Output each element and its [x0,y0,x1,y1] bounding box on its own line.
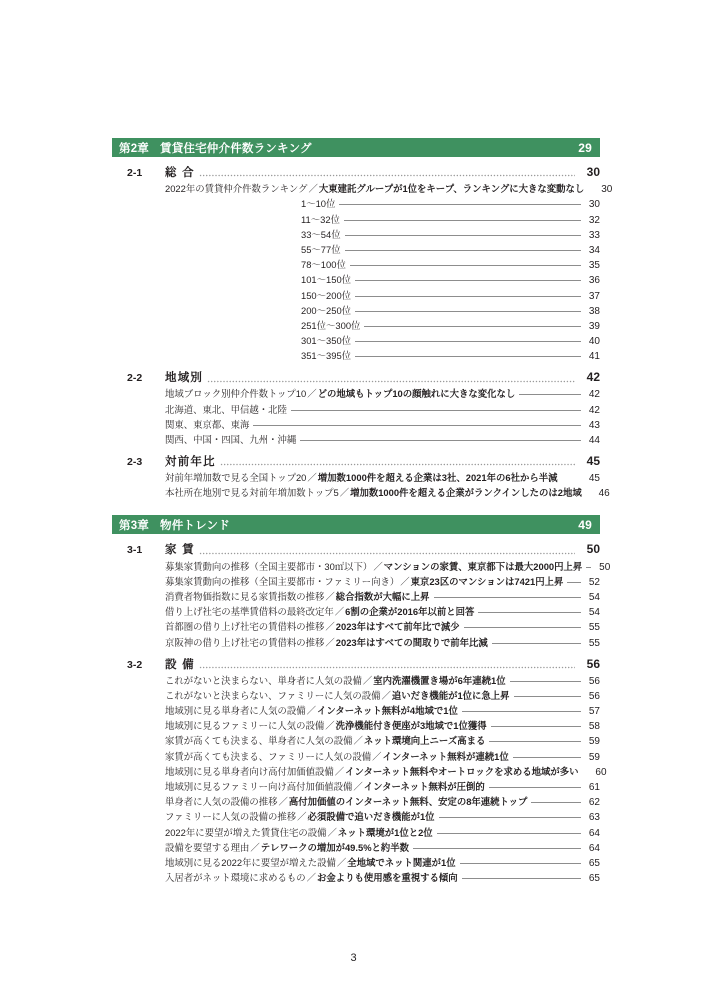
toc-entry-head: 借り上げ社宅の基準賃借料の最終改定年 [165,606,334,618]
chapter-number: 第3章 [119,519,149,532]
toc-entry-head: 本社所在地別で見る対前年増加数トップ5 [165,487,339,499]
toc-entry[interactable] [112,213,600,226]
toc-entry[interactable] [112,605,600,618]
toc-entry-label: 1〜10位 [301,198,336,210]
toc-entry-text [165,560,582,573]
toc-entry-page-number: 54 [588,591,600,603]
toc-entry-label: 200〜250位 [301,304,352,316]
toc-entry-label: 150〜200位 [301,289,352,301]
line-leader [588,189,593,190]
section-page-number: 45 [586,454,600,468]
toc-entry-separator: ／ [250,841,260,853]
toc-entry-separator: ／ [306,705,317,717]
line-leader [364,326,581,327]
line-leader [513,757,581,758]
toc-entry-separator: ／ [307,388,317,400]
line-leader [460,863,581,864]
section-page-number: 56 [586,656,600,671]
line-leader [567,582,581,583]
toc-entry-page-number: 30 [601,184,613,196]
toc-entry[interactable] [112,243,600,256]
section-number: 3-1 [127,544,143,557]
toc-entry-page-number: 65 [588,873,600,885]
toc-entry[interactable] [112,689,600,702]
toc-entry-head: 地域別に見る単身者に人気の設備 [165,705,306,717]
section-row[interactable] [112,164,600,180]
line-leader [434,597,581,598]
toc-entry-head: 募集家賃動向の推移（全国主要都市・30㎡以下） [165,560,373,572]
toc-entry-label: 78〜100位 [301,259,346,271]
line-leader [462,878,581,879]
toc-entry[interactable] [112,387,600,400]
dot-leader [199,660,575,669]
toc-entry-text [301,334,351,347]
toc-entry-head: 消費者物価指数に見る家賃指数の推移 [165,590,325,602]
toc-entry-head: 入居者がネット環境に求めるもの [165,872,306,884]
toc-entry-page-number: 55 [588,622,600,634]
toc-entry[interactable] [112,871,600,884]
toc-entry-text [165,826,433,839]
toc-entry[interactable] [112,560,611,573]
toc-entry-head: 地域別に見る単身者向け高付加価値設備 [165,765,334,777]
line-leader [464,627,581,628]
section-title: 家 賃 [165,544,195,557]
toc-entry-separator: ／ [334,606,345,618]
toc-entry[interactable] [112,856,600,869]
chapter-title: 賃貸住宅仲介件数ランキング [160,142,312,155]
toc-entry-separator: ／ [381,689,391,701]
toc-entry-highlight: 2023年はすべて前年比で減少 [335,621,460,633]
toc-entry-text [165,810,435,823]
toc-entry-highlight: マンションの家賃、東京都下は最大2000円上昇 [383,560,583,572]
toc-entry-page-number: 30 [588,199,600,211]
section-title: 総 合 [165,167,195,179]
toc-entry-text [301,258,346,271]
toc-entry-highlight: 室内洗濯機置き場が6年連続1位 [373,674,506,686]
toc-entry-head: 募集家賃動向の推移（全国主要都市・ファミリー向き） [165,575,400,587]
section-row[interactable] [112,369,600,385]
toc-entry-separator: ／ [373,560,383,572]
line-leader [355,280,581,281]
toc-entry-head: これがないと決まらない、単身者に人気の設備 [165,674,362,686]
toc-entry-page-number: 33 [588,229,600,241]
toc-entry-highlight: インターネット無料が4地域で1位 [317,705,458,717]
line-leader [586,567,591,568]
toc-entry-separator: ／ [307,472,317,484]
toc-entry-page-number: 43 [588,419,600,431]
toc-entry-page-number: 62 [588,797,600,809]
toc-entry-text [165,471,557,484]
toc-entry-page-number: 57 [588,706,600,718]
toc-entry-label: 351〜395位 [301,350,352,362]
toc-entry-head: 地域別に見る2022年に要望が増えた設備 [165,856,336,868]
toc-entry-head: 単身者に人気の設備の推移 [165,796,278,808]
line-leader [489,787,581,788]
toc-entry-separator: ／ [353,735,363,747]
section-page-number: 42 [586,370,600,385]
line-leader [583,772,588,773]
toc-entry[interactable] [112,765,607,778]
chapter-number: 第2章 [119,142,149,155]
line-leader [355,341,581,342]
chapter-block [112,515,611,885]
toc-entry-text [165,719,487,732]
dot-leader [207,374,575,383]
toc-entry-page-number: 34 [588,244,600,256]
section-title: 設 備 [165,658,195,671]
section-number: 2-2 [127,372,143,385]
toc-entry-highlight: ネット環境向上ニーズ高まる [363,735,486,747]
toc-entry-text [165,403,287,416]
toc-entry[interactable] [112,704,600,717]
line-leader [531,802,581,803]
dot-leader [199,169,575,178]
line-leader [350,265,581,266]
toc-entry[interactable] [112,734,600,747]
toc-entry-text [301,304,351,317]
toc-entry[interactable] [112,197,600,210]
section-number: 3-2 [127,658,143,671]
toc-entry-text [165,387,515,400]
toc-entry[interactable] [112,826,600,839]
toc-entry-highlight: インターネット無料やオートロックを求める地域が多い [345,765,579,777]
toc-entry-head: 2022年に要望が増えた賃貸住宅の設備 [165,826,327,838]
line-leader [413,848,581,849]
toc-entry[interactable] [112,304,600,317]
toc-entry-page-number: 63 [588,812,600,824]
toc-entry-text [165,182,584,195]
toc-entry-label: 301〜350位 [301,335,352,347]
toc-entry-head: 地域別に見るファミリー向け高付加価値設備 [165,781,353,792]
chapter-page-number: 49 [578,517,592,532]
line-leader [437,833,581,834]
toc-entry-page-number: 42 [588,404,600,416]
chapter-title: 物件トレンド [160,519,230,532]
toc-entry-text [165,590,430,603]
line-leader [489,741,581,742]
line-leader [514,696,581,697]
chapter-header-bar[interactable] [112,138,600,157]
line-leader [478,612,581,613]
toc-entry-text [165,734,485,747]
section-row[interactable] [112,541,600,557]
toc-entry-page-number: 36 [588,275,600,287]
toc-entry-separator: ／ [325,720,335,732]
toc-entry-page-number: 59 [588,736,600,748]
line-leader [345,235,581,236]
line-leader [355,296,581,297]
toc-entry-text [301,319,360,332]
toc-entry-label: 11〜32位 [301,213,340,225]
toc-entry-label: 関東、東京都、東海 [165,418,250,430]
toc-entry-text [165,765,579,778]
toc-entry-page-number: 41 [588,351,600,363]
toc-entry-page-number: 38 [588,305,600,317]
line-leader [344,220,581,221]
toc-entry[interactable] [112,620,600,633]
toc-entry-text [165,795,527,808]
toc-entry-head: 地域ブロック別仲介件数トップ10 [165,388,307,400]
toc-entry-highlight: 大東建託グループが1位をキープ、ランキングに大きな変動なし [318,183,585,195]
toc-entry-separator: ／ [362,674,373,686]
toc-entry-text [165,418,249,431]
line-leader [300,440,581,441]
toc-entry-head: 地域別に見るファミリーに人気の設備 [165,720,325,732]
toc-entry-separator: ／ [339,487,350,499]
toc-entry-head: 首都圏の借り上げ社宅の賃借料の推移 [165,621,325,633]
toc-entry-separator: ／ [372,750,382,762]
toc-entry-highlight: 追いだき機能が1位に急上昇 [391,689,510,701]
toc-entry-text [165,780,485,793]
line-leader [253,425,581,426]
toc-entry[interactable] [112,433,600,446]
toc-entry-separator: ／ [278,796,288,808]
section-row[interactable] [112,453,600,469]
toc-entry-page-number: 42 [588,389,600,401]
toc-entry-page-number: 39 [588,320,600,332]
toc-entry-text [165,841,409,854]
toc-entry-text [165,704,458,717]
toc-entry-page-number: 45 [588,473,600,485]
dot-leader [199,546,575,555]
toc-entry-page-number: 59 [588,751,600,763]
toc-entry-highlight: テレワークの増加が49.5%と約半数 [260,841,410,853]
section-title: 対前年比 [165,456,216,468]
line-leader [519,394,581,395]
toc-entry-highlight: お金よりも使用感を重視する傾向 [317,872,458,884]
section-page-number: 50 [586,542,600,557]
toc-entry[interactable] [112,273,600,286]
toc-entry-text [301,213,340,226]
toc-entry-separator: ／ [400,575,410,587]
toc-entry-text [301,273,351,286]
toc-entry-text [165,605,474,618]
toc-entry-page-number: 44 [588,435,600,446]
toc-entry-highlight: 東京23区のマンションは7421円上昇 [410,575,564,587]
toc-entry-head: 設備を要望する理由 [165,841,250,853]
toc-entry-label: 251位〜300位 [301,319,361,331]
toc-entry-page-number: 32 [588,214,600,226]
toc-entry-separator: ／ [325,590,335,602]
toc-entry-text [165,575,563,588]
toc-entry[interactable] [112,289,600,302]
toc-entry-highlight: 必須設備で追いだき機能が1位 [307,811,435,823]
toc-entry-highlight: 2023年はすべての間取りで前年比減 [335,636,488,648]
toc-entry-separator: ／ [297,811,307,823]
line-leader [561,478,581,479]
toc-entry-highlight: 全地域でネット関連が1位 [347,856,456,868]
toc-entry[interactable] [112,486,610,500]
toc-entry-separator: ／ [336,856,347,868]
toc-entry-text [165,674,506,687]
chapter-page-number: 29 [578,140,592,155]
toc-entry[interactable] [112,719,600,732]
toc-entry-separator: ／ [306,872,317,884]
toc-entry-head: ファミリーに人気の設備の推移 [165,811,297,823]
toc-entry-page-number: 64 [588,827,600,839]
toc-entry-highlight: ネット環境が1位と2位 [337,826,433,838]
toc-entry-page-number: 46 [598,488,610,500]
toc-entry-page-number: 56 [588,690,600,702]
toc-entry-label: 101〜150位 [301,274,352,286]
toc-entry[interactable] [112,349,600,362]
toc-entry-page-number: 56 [588,675,600,687]
toc-entry-head: 2022年の賃貸仲介件数ランキング [165,183,308,195]
table-of-contents [112,138,613,885]
toc-entry[interactable] [112,575,600,588]
chapter-block [112,138,613,500]
toc-entry-text [165,689,510,702]
toc-entry[interactable] [112,795,600,808]
page-folio: 3 [350,952,357,964]
toc-entry-text [301,349,351,362]
toc-entry-label: 北海道、東北、甲信越・北陸 [165,403,287,415]
line-leader [345,250,581,251]
toc-entry-separator: ／ [325,636,335,648]
line-leader [291,410,581,411]
toc-entry-head: 京阪神の借り上げ社宅の賃借料の推移 [165,636,325,648]
toc-entry-page-number: 58 [588,721,600,733]
toc-entry[interactable] [112,258,600,271]
toc-entry-highlight: 洗浄機能付き便座が3地域で1位獲得 [335,720,487,732]
toc-entry-highlight: 増加数1000件を超える企業は3社、2021年の6社から半減 [317,472,558,484]
toc-entry[interactable] [112,334,600,347]
toc-entry-head: 対前年増加数で見る全国トップ20 [165,472,307,484]
toc-entry-page-number: 52 [588,576,600,588]
toc-entry-text [165,433,296,446]
toc-entry-label: 33〜54位 [301,228,341,240]
toc-entry-separator: ／ [327,826,337,838]
toc-entry-text [165,871,458,884]
line-leader [586,493,591,494]
section-number: 2-1 [127,167,143,179]
line-leader [491,726,581,727]
toc-entry-text [165,750,509,763]
toc-entry[interactable] [112,228,600,241]
toc-entry[interactable] [112,182,613,196]
toc-entry-page-number: 40 [588,336,600,348]
toc-entry-page-number: 35 [588,260,600,272]
toc-entry-page-number: 55 [588,637,600,649]
toc-entry[interactable] [112,810,600,823]
line-leader [510,681,581,682]
toc-entry-page-number: 60 [595,766,607,778]
toc-entry[interactable] [112,403,600,416]
toc-entry[interactable] [112,750,600,763]
toc-entry-separator: ／ [308,183,318,195]
toc-entry-page-number: 50 [599,561,611,573]
toc-entry[interactable] [112,590,600,603]
toc-entry-highlight: 高付加価値のインターネット無料、安定の8年連続トップ [288,796,528,808]
toc-entry-text [165,620,460,633]
toc-entry-separator: ／ [325,621,335,633]
line-leader [339,204,581,205]
line-leader [355,311,581,312]
toc-entry-page-number: 64 [588,842,600,854]
toc-entry-highlight: 増加数1000件を超える企業がランクインしたのは2地域 [350,487,582,499]
section-page-number: 30 [586,165,600,179]
toc-entry-text [301,243,341,256]
line-leader [355,356,581,357]
section-title: 地域別 [165,372,204,385]
toc-entry-label: 55〜77位 [301,243,341,255]
toc-entry[interactable] [112,636,600,649]
section-row[interactable] [112,656,600,672]
toc-entry-head: これがないと決まらない、ファミリーに人気の設備 [165,689,381,701]
toc-entry-text [301,289,351,302]
toc-entry-text [165,636,488,649]
toc-entry-separator: ／ [353,781,363,792]
toc-entry-head: 家賃が高くても決まる、ファミリーに人気の設備 [165,750,372,762]
toc-entry-separator: ／ [334,765,345,777]
toc-entry-highlight: どの地域もトップ10の顔触れに大きな変化なし [317,388,516,400]
line-leader [462,711,581,712]
section-number: 2-3 [127,456,143,468]
toc-entry-head: 家賃が高くても決まる、単身者に人気の設備 [165,735,353,747]
toc-entry-page-number: 61 [588,782,600,793]
toc-entry[interactable] [112,471,600,484]
toc-entry-highlight: 総合指数が大幅に上昇 [335,590,430,602]
toc-entry-page-number: 37 [588,290,600,302]
toc-entry-label: 関西、中国・四国、九州・沖縄 [165,434,297,445]
dot-leader [220,458,575,467]
toc-entry-page-number: 65 [588,857,600,869]
line-leader [439,817,581,818]
toc-entry-highlight: インターネット無料が圧倒的 [363,781,485,792]
toc-entry[interactable] [112,674,600,687]
toc-entry[interactable] [112,841,600,854]
toc-entry[interactable] [112,319,600,332]
toc-entry[interactable] [112,418,600,431]
toc-entry-page-number: 54 [588,607,600,619]
chapter-header-bar[interactable] [112,515,600,534]
toc-entry-highlight: インターネット無料が連続1位 [382,750,509,762]
toc-entry-text [165,486,582,499]
toc-entry-text [301,228,341,241]
line-leader [492,643,581,644]
toc-entry-text [301,197,335,210]
toc-entry-highlight: 6割の企業が2016年以前と回答 [345,606,475,618]
toc-entry-text [165,856,456,869]
toc-entry[interactable] [112,780,600,793]
